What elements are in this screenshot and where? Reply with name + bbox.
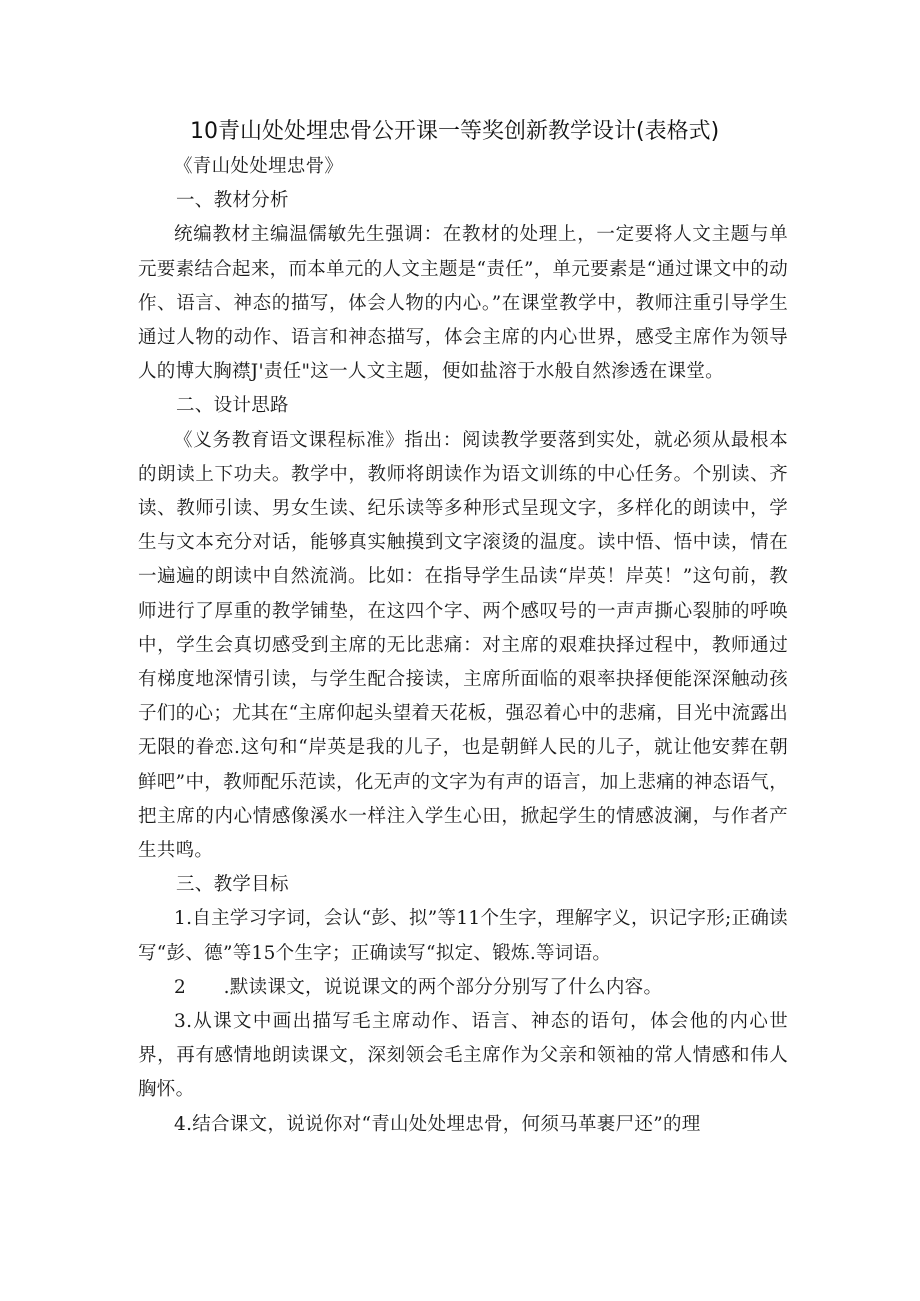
goal-item-3: 3.从课文中画出描写毛主席动作、语言、神态的语句，体会他的内心世界，再有感情地朗读课文，深刻领会毛主席作为父亲和领袖的常人情感和伟人胸怀。 bbox=[138, 1011, 788, 1101]
document-subtitle: 《青山处处埋忠骨》 bbox=[174, 156, 344, 177]
document-title: 10青山处处埋忠骨公开课一等奖创新教学设计(表格式) bbox=[190, 119, 720, 144]
section-heading-goals: 三、教学目标 bbox=[176, 874, 289, 896]
document-body bbox=[138, 150, 788, 1142]
paragraph-analysis: 统编教材主编温儒敏先生强调：在教材的处理上，一定要将人文主题与单元要素结合起来，而本单元的人文主题是“责任”，单元要素是“通过课文中的动作、语言、神态的描写，体会人物的内心。”在课堂教学中，教师注重引导学生通过人物的动作、语言和神态描写，体会主席的内心世界，感受主席作为领导人的博大胸襟J'责任"这一人文主题，便如盐溶于水般自然渗透在课堂。 bbox=[138, 224, 788, 383]
paragraph-design: 《义务教育语文课程标准》指出：阅读教学要落到实处，就必须从最根本的朗读上下功夫。教学中，教师将朗读作为语文训练的中心任务。个别读、齐读、教师引读、男女生读、纪乐读等多种形式呈现文字，多样化的朗读中，学生与文本充分对话，能够真实触摸到文字滚烫的温度。读中悟、悟中读，情在一遍遍的朗读中自然流淌。比如：在指导学生品读“岸英！岸英！”这句前，教师进行了厚重的教学铺垫，在这四个字、两个感叹号的一声声撕心裂肺的呼唤中，学生会真切感受到主席的无比悲痛：对主席的艰难抉择过程中，教师通过有梯度地深情引读，与学生配合接读，主席所面临的艰率抉择便能深深触动孩子们的心；尤其在“主席仰起头望着天花板，强忍着心中的悲痛，目光中流露出无限的眷恋.这句和“岸英是我的儿子，也是朝鲜人民的儿子，就让他安葬在朝鲜吧”中，教师配乐范读，化无声的文字为有声的语言，加上悲痛的神态语气，把主席的内心情感像溪水一样注入学生心田，掀起学生的情感波澜，与作者产生共鸣。 bbox=[138, 429, 788, 862]
goal-item-4: 4.结合课文，说说你对“青山处处埋忠骨，何须马革裹尸还”的理 bbox=[174, 1113, 701, 1135]
goal-item-1: 1.自主学习字词，会认“彭、拟”等11个生字，理解字义，识记字形;正确读写“彭、德”等15个生字；正确读写“拟定、锻炼.等词语。 bbox=[138, 908, 788, 964]
section-heading-design: 二、设计思路 bbox=[176, 395, 289, 417]
goal-item-2: 2 .默读课文，说说课文的两个部分分别写了什么内容。 bbox=[174, 976, 663, 998]
section-heading-analysis: 一、教材分析 bbox=[176, 190, 289, 212]
